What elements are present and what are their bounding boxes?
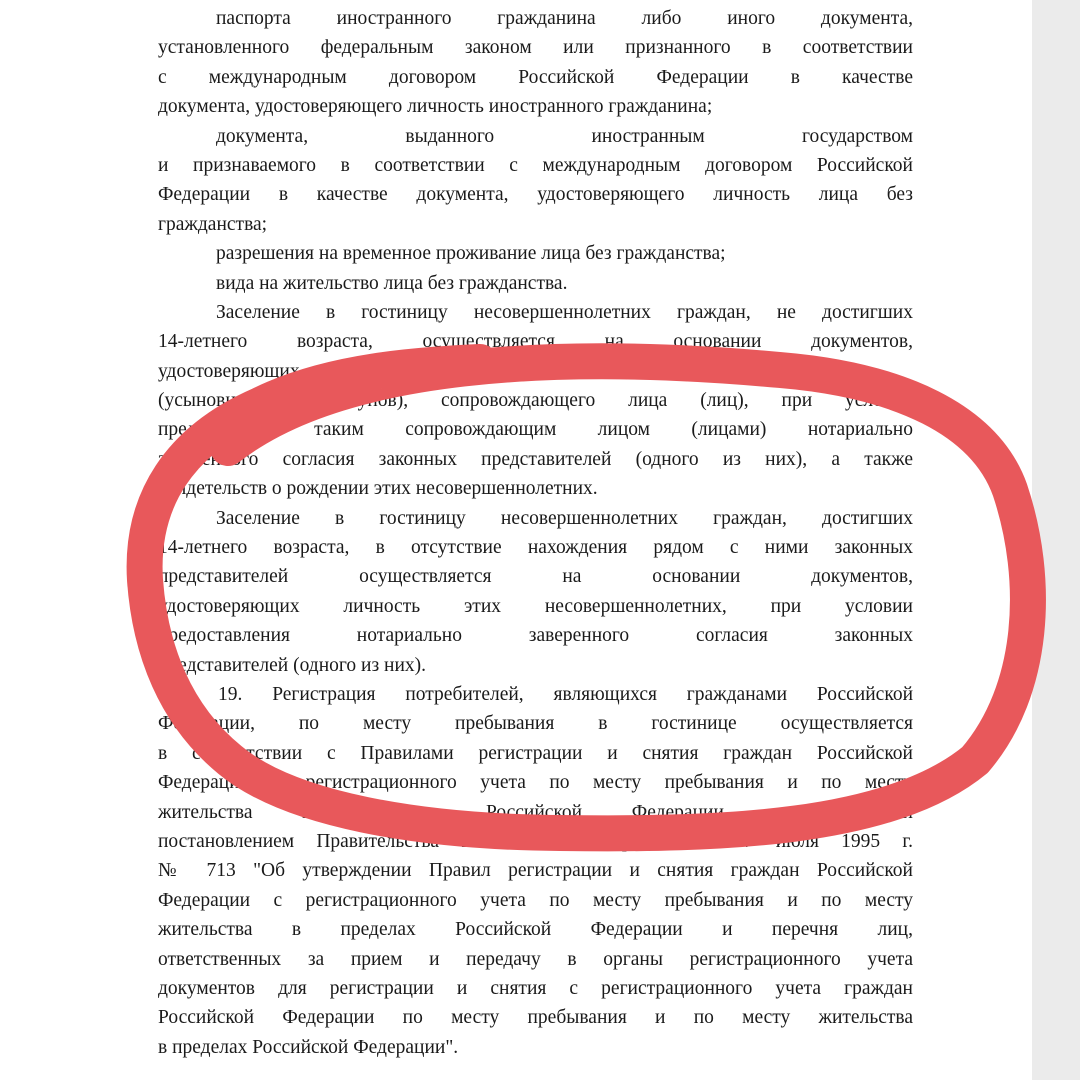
text-line: жительства в пределах Российской Федерации, утвержденными [158, 801, 913, 823]
text-line: (усыновителей, опекунов), сопровождающего лица (лиц), при условии [158, 390, 913, 412]
text-line: представителей (одного из них). [158, 654, 427, 676]
text-line: постановлением Правительства Российской Федерации от 17 июля 1995 г. [158, 830, 913, 852]
text-line: установленного федеральным законом или признанного в соответствии [158, 37, 913, 59]
document-text [158, 4, 913, 1062]
text-line: Заселение в гостиницу несовершеннолетних граждан, не достигших [216, 301, 913, 323]
text-line: документов для регистрации и снятия с регистрационного учета граждан [158, 977, 913, 999]
text-line: документа, выданного иностранным государством [216, 125, 913, 147]
text-line: удостоверяющих личность этих несовершеннолетних, при условии [158, 595, 913, 617]
text-line: и признаваемого в соответствии с международным договором Российской [158, 154, 913, 176]
text-line: Федерации, по месту пребывания в гостинице осуществляется [158, 713, 913, 735]
text-line: ответственных за прием и передачу в органы регистрационного учета [158, 948, 913, 970]
text-line: в пределах Российской Федерации". [158, 1036, 459, 1058]
text-line: вида на жительство лица без гражданства. [216, 272, 568, 294]
text-line: с международным договором Российской Федерации в качестве [158, 66, 913, 88]
text-line: 19. Регистрация потребителей, являющихся гражданами Российской [218, 683, 913, 705]
text-line: предъявления таким сопровождающим лицом (лицами) нотариально [158, 419, 913, 441]
text-line: заверенного согласия законных представителей (одного из них), а также [158, 448, 913, 470]
page-margin [1032, 0, 1080, 1080]
text-line: 14-летнего возраста, осуществляется на основании документов, [158, 331, 913, 353]
text-line: документа, удостоверяющего личность иностранного гражданина; [158, 96, 713, 118]
text-line: разрешения на временное проживание лица без гражданства; [216, 243, 726, 265]
text-line: в соответствии с Правилами регистрации и снятия граждан Российской [158, 742, 913, 764]
text-line: Федерации в качестве документа, удостоверяющего личность лица без [158, 184, 913, 206]
text-line: паспорта иностранного гражданина либо иного документа, [216, 8, 913, 29]
text-line: № 713 "Об утверждении Правил регистрации и снятия граждан Российской [158, 860, 913, 882]
text-line: Федерации с регистрационного учета по месту пребывания и по месту [158, 889, 913, 911]
text-line: Заселение в гостиницу несовершеннолетних граждан, достигших [216, 507, 913, 529]
text-line: удостоверяющих [158, 360, 300, 382]
text-line: гражданства; [158, 213, 268, 235]
text-line: представителей осуществляется на основании документов, [158, 566, 913, 588]
text-line: 14-летнего возраста, в отсутствие нахождения рядом с ними законных [158, 537, 913, 559]
text-line: Федерации с регистрационного учета по месту пребывания и по месту [158, 772, 913, 794]
text-line: жительства в пределах Российской Федерации и перечня лиц, [158, 919, 913, 941]
text-line: свидетельств о рождении этих несовершеннолетних. [158, 478, 598, 500]
text-line: Российской Федерации по месту пребывания и по месту жительства [158, 1007, 913, 1029]
text-line: предоставления нотариально заверенного согласия законных [158, 625, 913, 647]
